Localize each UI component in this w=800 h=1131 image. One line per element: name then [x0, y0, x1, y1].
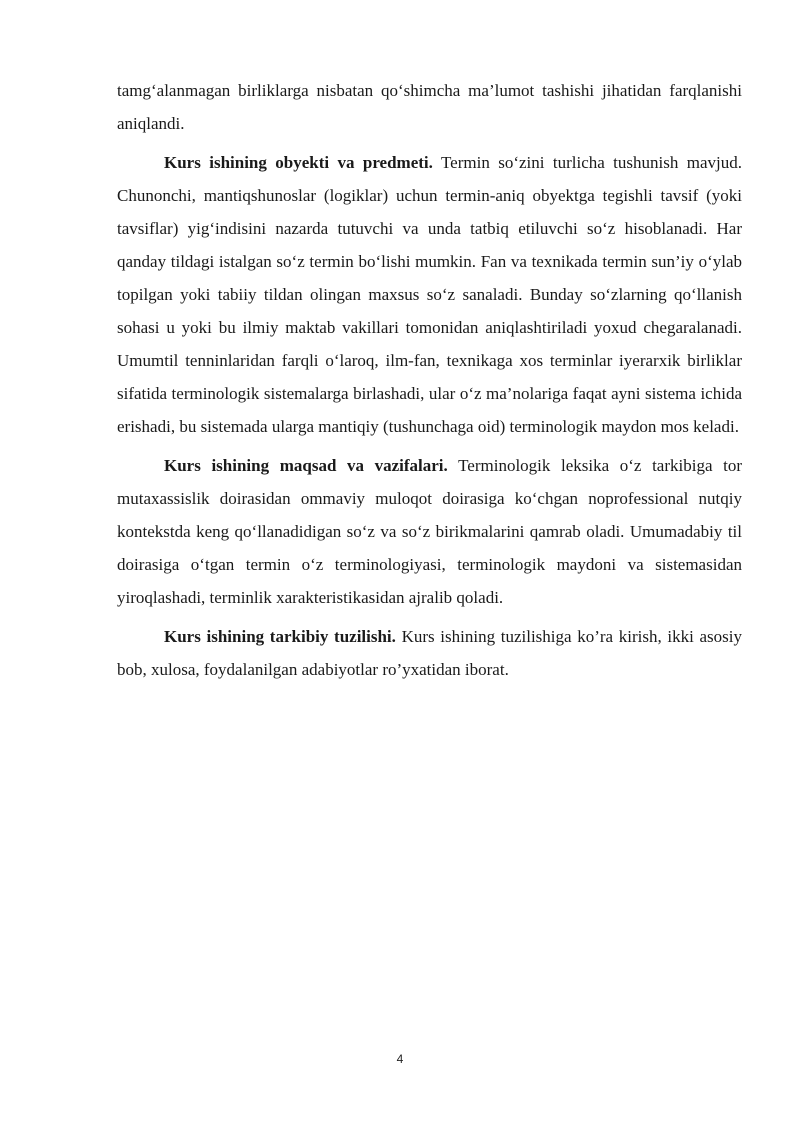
page-number: 4 — [396, 1052, 404, 1066]
paragraph-heading: Kurs ishining obyekti va predmeti. — [164, 153, 433, 172]
paragraph-heading: Kurs ishining maqsad va vazifalari. — [164, 456, 448, 475]
paragraph-text: Terminologik leksika o‘z tarkibiga tor mutaxassislik doirasidan ommaviy muloqot doirasiga ko‘chgan noprofessional nutqiy kontekstda keng qo‘llanadidigan so‘z va so‘z birikmalarini qamrab oladi. Umumadabiy til doirasiga o‘tgan termin o‘z terminologiyasi, terminologik maydoni va sistemasidan yiroqlashadi, terminlik xarakteristikasidan ajralib qoladi. — [117, 456, 742, 607]
paragraph-structure — [117, 620, 742, 686]
paragraph-text: Kurs ishining tuzilishiga ko’ra kirish, ikki asosiy bob, xulosa, foydalanilgan adabiyotlar ro’yxatidan iborat. — [117, 627, 742, 679]
paragraph-heading: Kurs ishining tarkibiy tuzilishi. — [164, 627, 396, 646]
paragraph-object-subject — [117, 146, 742, 443]
document-body — [117, 74, 742, 692]
paragraph-text: Termin so‘zini turlicha tushunish mavjud. Chunonchi, mantiqshunoslar (logiklar) uchun termin-aniq obyektga tegishli tavsif (yoki tavsiflar) yig‘indisini nazarda tutuvchi va unda tatbiq etiluvchi so‘z hisoblanadi. Har qanday tildagi istalgan so‘z termin bo‘lishi mumkin. Fan va texnikada termin sun’iy o‘ylab topilgan yoki tabiiy tildan olingan maxsus so‘z sanaladi. Bunday so‘zlarning qo‘llanish sohasi u yoki bu ilmiy maktab vakillari tomonidan aniqlashtiriladi yoxud chegaralanadi. Umumtil tenninlaridan farqli o‘laroq, ilm-fan, texnikaga xos terminlar iyerarxik birliklar sifatida terminologik sistemalarga birlashadi, ular o‘z ma’nolariga faqat ayni sistema ichida erishadi, bu sistemada ularga mantiqiy (tushunchaga oid) terminologik maydon mos keladi. — [117, 153, 742, 436]
paragraph-text: tamg‘alanmagan birliklarga nisbatan qo‘shimcha ma’lumot tashishi jihatidan farqlanishi aniqlandi. — [117, 81, 742, 133]
paragraph-continuation — [117, 74, 742, 140]
paragraph-goals-tasks — [117, 449, 742, 614]
